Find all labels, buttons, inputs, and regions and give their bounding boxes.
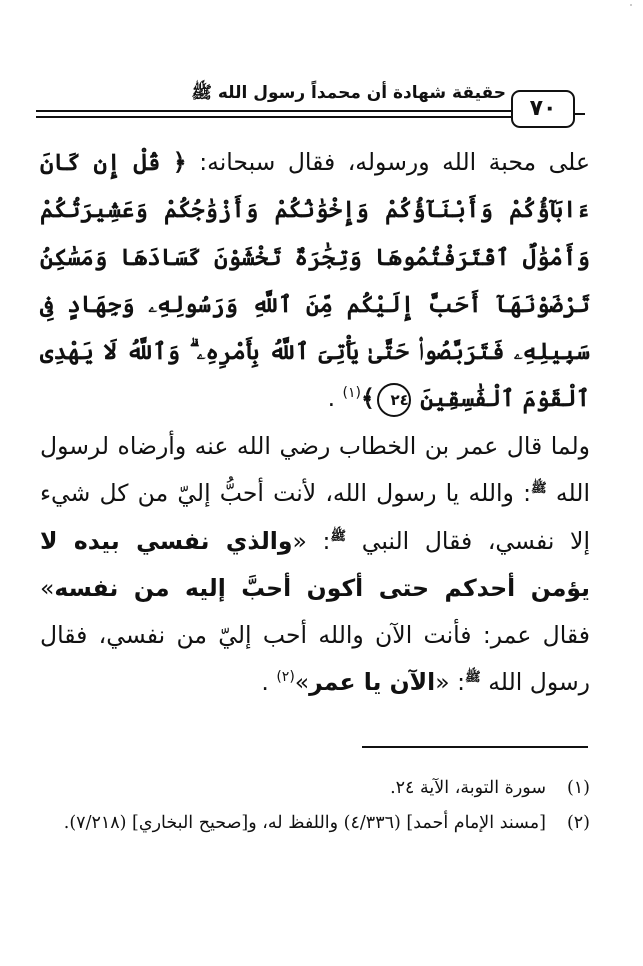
footnote-text: سورة التوبة، الآية ٢٤. xyxy=(390,778,546,798)
honorific-symbol: ﷺ xyxy=(465,670,481,686)
sentence-end: . xyxy=(327,384,336,413)
footnote-text: [مسند الإمام أحمد] (٤/٣٣٦) واللفظ له، و[صحيح البخاري] (٧/٢١٨). xyxy=(63,813,546,833)
hadith-quote-final: الآن يا عمر xyxy=(309,668,436,697)
quran-verse: قُلْ إِن كَانَ ءَابَآؤُكُمْ وَأَبْنَآؤُكُمْ وَإِخْوَٰنُكُمْ وَأَزْوَٰجُكُمْ وَعَشِيرَتُكُمْ وَأَمْوَٰلٌ ٱقْتَرَفْتُمُوهَا وَتِجَٰرَةٌ تَخْشَوْنَ كَسَادَهَا وَمَسَٰكِنُ تَرْضَوْنَهَآ أَحَبَّ إِلَيْكُم مِّنَ ٱللَّهِ وَرَسُولِهِۦ وَجِهَادٍ فِى سَبِيلِهِۦ فَتَرَبَّصُوا۟ حَتَّىٰ يَأْتِىَ ٱللَّهُ بِأَمْرِهِۦ ۗ وَٱللَّهُ لَا يَهْدِى ٱلْقَوْمَ ٱلْفَٰسِقِينَ xyxy=(40,149,590,413)
quote-open: : « xyxy=(435,668,465,697)
header-rule-bottom xyxy=(36,116,516,118)
hadith-text-umar: : والله يا رسول الله، لأنت أحبُّ إليّ من كل شيء إلا نفسي، فقال النبي xyxy=(40,479,590,555)
footnote-separator xyxy=(362,746,588,748)
hadith-text-umar-reply: » فقال عمر: فأنت الآن والله أحب إليّ من نفسي، فقال رسول الله xyxy=(40,573,590,697)
quote-close: » xyxy=(294,668,310,697)
ayah-number-marker: ٢٤ xyxy=(377,383,411,417)
honorific-symbol: ﷺ xyxy=(330,528,347,544)
intro-text: على محبة الله ورسوله، فقال سبحانه: xyxy=(199,148,590,176)
sentence-end: . xyxy=(261,668,269,697)
quote-open: : « xyxy=(292,526,331,555)
footnote-ref-2: (٢) xyxy=(276,669,295,686)
paragraph-hadith xyxy=(40,423,590,713)
hadith-intro: ولما قال عمر بن الخطاب رضي الله عنه وأرضاه لرسول الله xyxy=(40,432,590,508)
paragraph-verse xyxy=(40,139,590,424)
honorific-symbol: ﷺ xyxy=(531,481,547,497)
hadith-quote-prophet: والذي نفسي بيده لا يؤمن أحدكم حتى أكون أحبَّ إليه من نفسه xyxy=(40,526,590,602)
footnote-ref-1: (١) xyxy=(342,385,361,402)
footnote-item xyxy=(40,807,590,840)
footnote-number: (٢) xyxy=(566,813,590,833)
header-rule-top xyxy=(36,110,516,112)
footnote-item xyxy=(40,772,590,805)
page-number: ٧٠ xyxy=(511,90,575,128)
running-header-title: حقيقة شهادة أن محمداً رسول الله ﷺ xyxy=(191,83,506,103)
header-rule-tail xyxy=(575,113,585,115)
corner-mark xyxy=(630,4,632,6)
verse-close-bracket: ﴾ xyxy=(361,384,375,413)
footnote-number: (١) xyxy=(566,778,590,798)
verse-open-bracket: ﴿ xyxy=(172,148,187,176)
footnotes-list xyxy=(40,772,590,842)
